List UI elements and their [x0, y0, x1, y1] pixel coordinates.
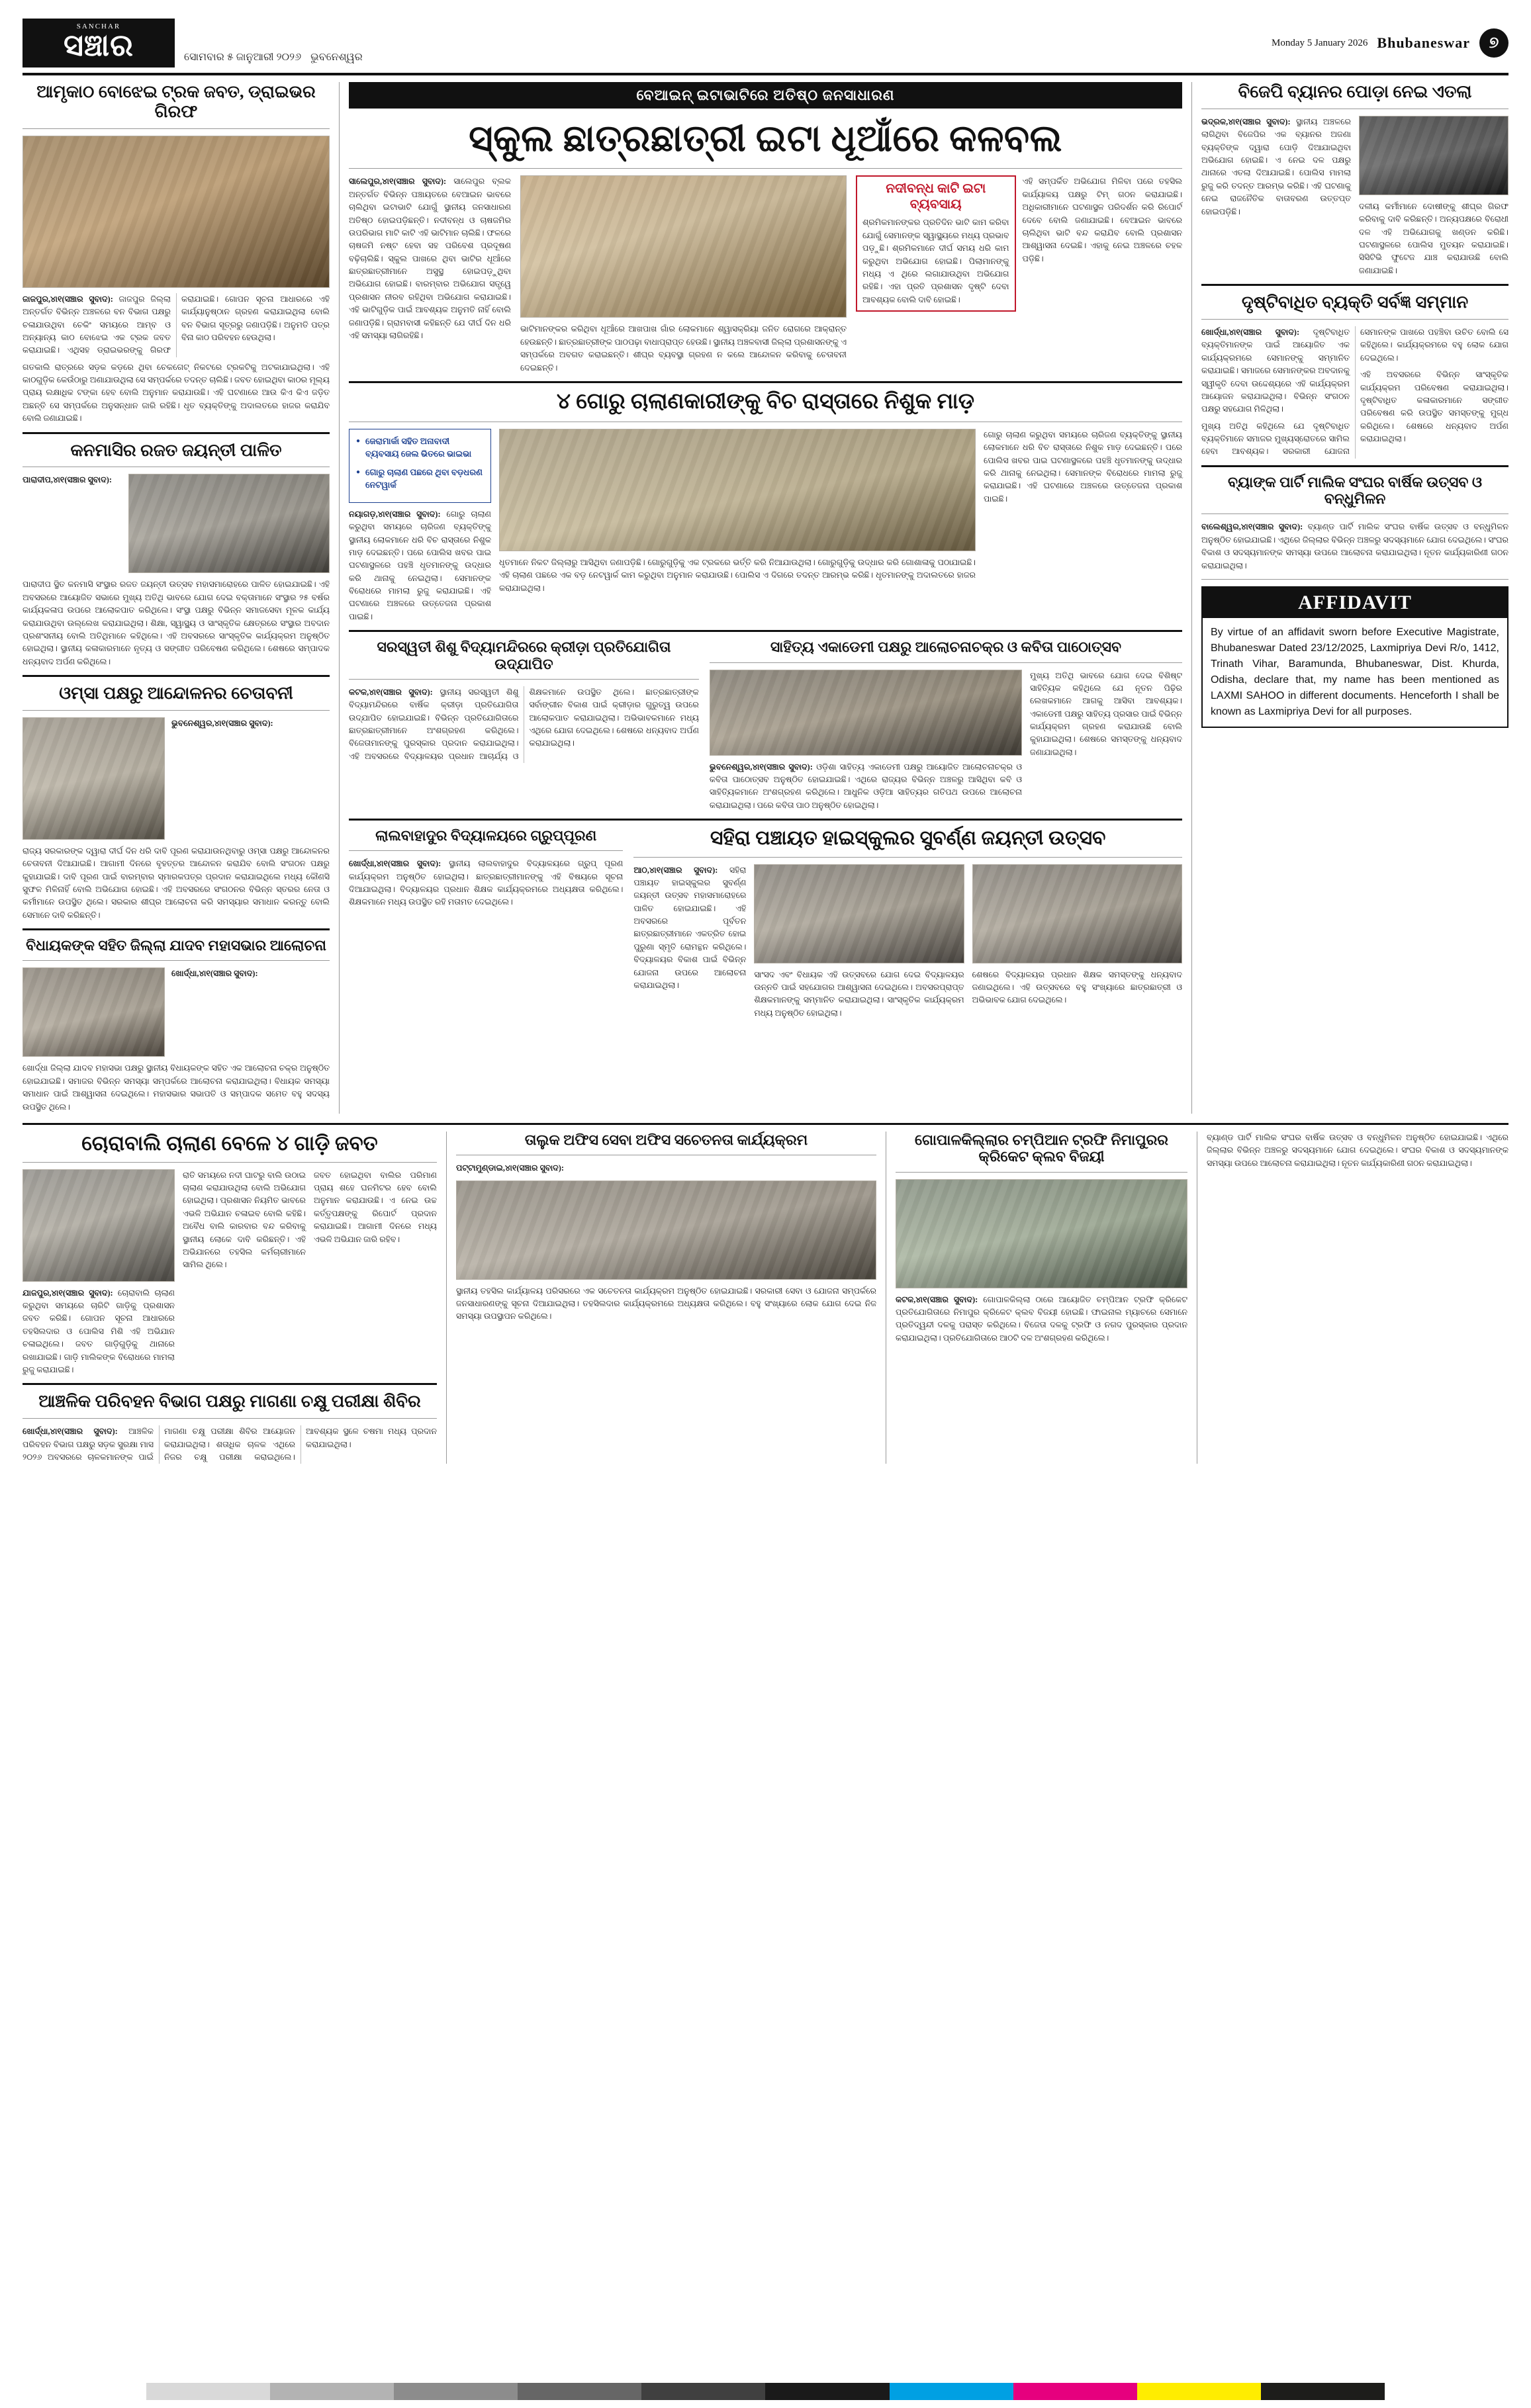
article-dateline: ଜାଜପୁର,୪ା୧(ସଞ୍ଚାର ସୁବାଦ):	[23, 294, 113, 304]
strip-swatch	[765, 2383, 889, 2400]
article-photo-trucks	[23, 1169, 175, 1282]
article-lead-paragraph	[23, 293, 330, 357]
article-body-text: ସ୍ଥାନୀୟ ଅଞ୍ଚଳରେ ଲାଗିଥିବା ବିଜେପିର ଏକ ବ୍ୟାନର ଅଜଣା ବ୍ୟକ୍ତିଙ୍କ ଦ୍ୱାରା ପୋଡ଼ି ଦିଆଯାଇଥିବା ଅଭିଯୋଗ ହୋଇଛି। ଏ ନେଇ ଦଳ ପକ୍ଷରୁ ଥାନାରେ ଏତଲା ଦିଆଯାଇଛି। ପୋଲିସ ମାମଲା ରୁଜୁ କରି ତଦନ୍ତ ଆରମ୍ଭ କରିଛି। ଏହି ଘଟଣାକୁ ନେଇ ରାଜନୈତିକ ବାତାବରଣ ଉତ୍ତପ୍ତ ହୋଇପଡ଼ିଛି।	[1201, 116, 1351, 216]
article-dateline: ବାଲେଶ୍ୱର,୪ା୧(ସଞ୍ଚାର ସୁବାଦ):	[1201, 522, 1303, 532]
lead-photo-brick-kiln	[520, 175, 847, 318]
article-body-text: ଗୋପାଳକିଲ୍ଲା ଠାରେ ଆୟୋଜିତ ଚମ୍ପିଆନ ଟ୍ରଫି କ୍ରିକେଟ ପ୍ରତିଯୋଗିତାରେ ନିମାପୁର କ୍ରିକେଟ କ୍ଲବ ବିଜୟୀ ହୋଇଛି। ଫାଇନାଲ ମ୍ୟାଚରେ ସେମାନେ ପ୍ରତିଦ୍ୱନ୍ଦୀ ଦଳକୁ ପରାସ୍ତ କରିଥିଲେ। ବିଜେତା ଦଳକୁ ଟ୍ରଫି ଓ ନଗଦ ପୁରସ୍କାର ପ୍ରଦାନ କରାଯାଇଥିଲା। ପ୍ରତିଯୋଗିତାରେ ଆଠଟି ଦଳ ଅଂଶଗ୍ରହଣ କରିଥିଲେ।	[896, 1294, 1188, 1343]
bullet-item: ● ଜେରାମାର୍କା ସହିତ ଅନାବାଦୀ ବ୍ୟବସାୟ ଜେଲ ଭିତରେ ଭାଇଭା	[356, 435, 484, 461]
strip-swatch	[270, 2383, 394, 2400]
article-photo-logs	[23, 136, 330, 288]
article-photo-office	[456, 1181, 876, 1280]
affidavit-text: By virtue of an affidavit sworn before Executive Magistrate, Bhubaneswar Dated 23/12/2025, Laxmipriya Devi R/o, 1412, Trinath Vihar, Baramunda, Bhubaneswar, Dist. Khurda, Odisha, declare that, my name has been mentioned as LAXMI SAHOO in different documents. Henceforth I shall be known as Laxmipriya Devi for all purposes.	[1211, 626, 1499, 717]
masthead-city-english: Bhubaneswar	[1377, 34, 1470, 51]
article-omsa-agitation	[23, 684, 330, 922]
lead-body-1: ସାଲେପୁର ବ୍ଲକ ଅନ୍ତର୍ଗତ ବିଭିନ୍ନ ପଞ୍ଚାୟତରେ ବେଆଇନ ଭାବରେ ଚାଲିଥିବା ଇଟାଭାଟି ଯୋଗୁଁ ସ୍ଥାନୀୟ ଜନସାଧାରଣ ଅତିଷ୍ଠ ହୋଇପଡ଼ିଛନ୍ତି। ନଦୀବନ୍ଧ ଓ ଚାଷଜମିର ଉପରିଭାଗ ମାଟି କାଟି ଏହି ଭାଟିମାନ ଚାଲିଛି। ଫଳରେ ଚାଷଜମି ନଷ୍ଟ ହେବା ସହ ପରିବେଶ ପ୍ରଦୂଷଣ ବଢ଼ିଚାଲିଛି। ସ୍କୁଲ ପାଖରେ ଥିବା ଭାଟିର ଧୂଆଁରେ ଛାତ୍ରଛାତ୍ରୀମାନେ ଅସୁସ୍ଥ ହୋଇପଡ଼ୁଥିବା ଅଭିଯୋଗ ହୋଇଛି। ବାରମ୍ବାର ଅଭିଯୋଗ ସତ୍ତ୍ୱେ ପ୍ରଶାସନ ନୀରବ ରହିଥିବା ଅଭିଯୋଗ କରାଯାଇଛି। ଏହି ଭାଟିଗୁଡ଼ିକ ପାଇଁ ଆବଶ୍ୟକ ଅନୁମତି ନାହିଁ ବୋଲି ଜଣାପଡ଼ିଛି। ଗ୍ରାମବାସୀ କହିଛନ୍ତି ଯେ ଦୀର୍ଘ ଦିନ ଧରି ଏହି ସମସ୍ୟା ଲାଗିରହିଛି।	[349, 177, 511, 340]
lead-sidebar-box	[856, 175, 1016, 312]
article-dateline: ପାରାଦୀପ,୪ା୧(ସଞ୍ଚାର ସୁବାଦ):	[23, 475, 113, 485]
article-bjp-banner	[1201, 82, 1508, 277]
strip-swatch	[1137, 2383, 1261, 2400]
article-body-text: ସ୍ଥାନୀୟ ସରସ୍ୱତୀ ଶିଶୁ ବିଦ୍ୟାମନ୍ଦିରରେ ବାର୍ଷିକ କ୍ରୀଡ଼ା ପ୍ରତିଯୋଗିତା ଉଦ୍ଯାପିତ ହୋଇଯାଇଛି। ବିଭିନ୍ନ ପ୍ରତିଯୋଗିତାରେ ଛାତ୍ରଛାତ୍ରୀମାନେ ଅଂଶଗ୍ରହଣ କରିଥିଲେ। ବିଜେତାମାନଙ୍କୁ ପୁରସ୍କାର ପ୍ରଦାନ କରାଯାଇଥିଲା। ଏହି ଅବସରରେ ବିଦ୍ୟାଳୟର ପ୍ରଧାନ ଆଚାର୍ଯ୍ୟ ଓ ଶିକ୍ଷକମାନେ ଉପସ୍ଥିତ ଥିଲେ। ଛାତ୍ରଛାତ୍ରୀଙ୍କ ସର୍ବାଙ୍ଗୀନ ବିକାଶ ପାଇଁ କ୍ରୀଡ଼ାର ଗୁରୁତ୍ୱ ଉପରେ ଆଲୋକପାତ କରାଯାଇଥିଲା। ଅଭିଭାବକମାନେ ମଧ୍ୟ ଏଥିରେ ଯୋଗ ଦେଇଥିଲେ। ଶେଷରେ ଧନ୍ୟବାଦ ଅର୍ପଣ କରାଯାଇଥିଲା।	[349, 687, 699, 761]
article-truck-seized	[23, 82, 330, 425]
article-body-text: ରାଜ୍ୟ ସରକାରଙ୍କ ଦ୍ୱାରା ଦୀର୍ଘ ଦିନ ଧରି ଦାବି ପୂରଣ କରାଯାଉନଥିବାରୁ ଓମ୍ସା ପକ୍ଷରୁ ଆନ୍ଦୋଳନର ଚେତାବନୀ ଦିଆଯାଇଛି। ଆଗାମୀ ଦିନରେ ବୃହତ୍ତର ଆନ୍ଦୋଳନ କରାଯିବ ବୋଲି ସଂଗଠନ ପକ୍ଷରୁ କୁହାଯାଇଛି। ଦାବି ପୂରଣ ପାଇଁ ବାରମ୍ବାର ସ୍ମାରକପତ୍ର ପ୍ରଦାନ କରାଯାଇଥିଲେ ମଧ୍ୟ କୌଣସି ସୁଫଳ ମିଳିନାହିଁ ବୋଲି ଅଭିଯୋଗ ହୋଇଛି। ଏହି ଅବସରରେ ସଂଗଠନର ବିଭିନ୍ନ ସ୍ତରର ନେତା ଓ କର୍ମୀମାନେ ଉପସ୍ଥିତ ଥିଲେ। ସରକାର ଶୀଘ୍ର ଆଲୋଚନା କରି ସମସ୍ୟାର ସମାଧାନ କରନ୍ତୁ ବୋଲି ସେମାନେ ଦାବି କରିଛନ୍ତି।	[23, 846, 330, 920]
article-lead-paragraph	[23, 474, 122, 486]
article-dateline: କଟକ,୪ା୧(ସଞ୍ଚାର ସୁବାଦ):	[349, 687, 433, 697]
masthead	[23, 19, 1508, 75]
article-body-text: ବ୍ୟାଣ୍ଡ ପାର୍ଟି ମାଲିକ ସଂଘର ବାର୍ଷିକ ଉତ୍ସବ ଓ ବନ୍ଧୁମିଳନ ଅନୁଷ୍ଠିତ ହୋଇଯାଇଛି। ଏଥିରେ ଜିଲ୍ଲାର ବିଭିନ୍ନ ଅଞ୍ଚଳରୁ ସଦସ୍ୟମାନେ ଯୋଗ ଦେଇଥିଲେ। ସଂଘର ବିକାଶ ଓ ସଦସ୍ୟମାନଙ୍କ ସମସ୍ୟା ଉପରେ ଆଲୋଚନା କରାଯାଇଥିଲା। ନୂତନ କାର୍ଯ୍ୟକାରିଣୀ ଗଠନ କରାଯାଇଥିଲା।	[1201, 522, 1508, 570]
article-body-text-2: ରାତି ସମୟରେ ନଦୀ ଘାଟରୁ ବାଲି ଉଠାଇ ଚାଲାଣ କରାଯାଉଥିଲା ବୋଲି ଅଭିଯୋଗ ହୋଇଥିଲା। ପ୍ରଶାସନ ନିୟମିତ ଭାବରେ ଏଭଳି ଅଭିଯାନ ଚଳାଇବ ବୋଲି କହିଛି। ଅବୈଧ ବାଲି କାରବାର ବନ୍ଦ କରିବାକୁ ସ୍ଥାନୀୟ ଲୋକେ ଦାବି କରିଛନ୍ତି। ଏହି ଅଭିଯାନରେ ତହସିଲ କର୍ମଚାରୀମାନେ ସାମିଲ ଥିଲେ।	[183, 1170, 306, 1270]
article-body-text: ପାରାଦୀପ ସ୍ଥିତ କନମାସି ସଂସ୍ଥାର ରଜତ ଜୟନ୍ତୀ ଉତ୍ସବ ମହାସମାରୋହରେ ପାଳିତ ହୋଇଯାଇଛି। ଏହି ଅବସରରେ ଆୟୋଜିତ ସଭାରେ ମୁଖ୍ୟ ଅତିଥି ଭାବରେ ଯୋଗ ଦେଇ ବକ୍ତାମାନେ ସଂସ୍ଥାର ୨୫ ବର୍ଷର କାର୍ଯ୍ୟକଳାପ ଉପରେ ଆଲୋକପାତ କରିଥିଲେ। ସଂସ୍ଥା ପକ୍ଷରୁ ବିଭିନ୍ନ ସମାଜସେବା ମୂଳକ କାର୍ଯ୍ୟ କରାଯାଉଥିବା ଉଲ୍ଲେଖ କରାଯାଇଥିଲା। ଶିକ୍ଷା, ସ୍ୱାସ୍ଥ୍ୟ ଓ ସାଂସ୍କୃତିକ କ୍ଷେତ୍ରରେ ସଂସ୍ଥାର ଅବଦାନ ପ୍ରଶଂସନୀୟ ବୋଲି ଅତିଥିମାନେ କହିଥିଲେ। ଏହି ଅବସରରେ ସାଂସ୍କୃତିକ କାର୍ଯ୍ୟକ୍ରମ ଅନୁଷ୍ଠିତ ହୋଇଥିଲା। ସ୍ଥାନୀୟ କଳାକାରମାନେ ନୃତ୍ୟ ଓ ସଙ୍ଗୀତ ପରିବେଷଣ କରିଥିଲେ। ଶେଷରେ ସମ୍ପାଦକ ଧନ୍ୟବାଦ ଅର୍ପଣ କରିଥିଲେ।	[23, 580, 330, 666]
article-dateline: କଟକ,୪ା୧(ସଞ୍ଚାର ସୁବାଦ):	[896, 1294, 978, 1304]
lead-sidebar-body: ଶ୍ରମିକମାନଙ୍କର ପ୍ରତିଦିନ ଭାଟି କାମ କରିବା ଯୋଗୁଁ ସେମାନଙ୍କ ସ୍ୱାସ୍ଥ୍ୟରେ ମଧ୍ୟ ପ୍ରଭାବ ପଡ଼ୁଛି। ଶ୍ରମିକମାନେ ଦୀର୍ଘ ସମୟ ଧରି କାମ କରୁଥିବା ଅଭିଯୋଗ ହୋଇଛି। ପିଲାମାନଙ୍କୁ ମଧ୍ୟ ଏ ଥିରେ ଲଗାଯାଉଥିବା ଅଭିଯୋଗ ରହିଛି। ଏହା ପ୍ରତି ପ୍ରଶାସନ ଦୃଷ୍ଟି ଦେବା ଆବଶ୍ୟକ ବୋଲି ଦାବି ହୋଇଛି।	[862, 218, 1009, 304]
strip-swatch	[1261, 2383, 1385, 2400]
article-body-text: ଚୋରାବାଲି ଚାଲାଣ କରୁଥିବା ସମୟରେ ଚାରିଟି ଗାଡ଼ିକୁ ପ୍ରଶାସନ ଜବତ କରିଛି। ଗୋପନ ସୂଚନା ଆଧାରରେ ତହସିଲଦାର ଓ ପୋଲିସ ମିଶି ଏହି ଅଭିଯାନ ଚଳାଇଥିଲେ। ଜବତ ଗାଡ଼ିଗୁଡ଼ିକୁ ଥାନାରେ ରଖାଯାଇଛି। ଗାଡ଼ି ମାଲିକଙ୍କ ବିରୋଧରେ ମାମଲା ରୁଜୁ କରାଯାଇଛି।	[23, 1288, 175, 1374]
article-lead-paragraph	[171, 717, 330, 730]
masthead-date-odia: ସୋମବାର ୫ ଜାନୁଆରୀ ୨୦୨୬	[184, 52, 302, 63]
lead-kicker: ବେଆଇନ୍ ଇଟାଭାଟିରେ ଅତିଷ୍ଠ ଜନସାଧାରଣ	[349, 82, 1182, 109]
article-headline: ଚୋରାବାଲି ଚାଲାଣ ବେଳେ ୪ ଗାଡ଼ି ଜବତ	[81, 1131, 378, 1155]
article-headline: ସରସ୍ୱତୀ ଶିଶୁ ବିଦ୍ୟାମନ୍ଦିରରେ କ୍ରୀଡ଼ା ପ୍ରତିଯୋଗିତା ଉଦ୍ଯାପିତ	[377, 639, 671, 672]
article-kanamasi-jubilee	[23, 441, 330, 669]
lead-sidebar-headline: ନଦୀବନ୍ଧ କାଟି ଇଟା ବ୍ୟବସାୟ	[886, 181, 986, 212]
article-photo-col	[499, 429, 976, 623]
article-body-text-2: ଧୃତମାନେ ନିକଟ ଜିଲ୍ଲାରୁ ଆସିଥିବା ଜଣାପଡ଼ିଛି। ଗୋରୁଗୁଡ଼ିକୁ ଏକ ଟ୍ରକରେ ଭର୍ତ୍ତି କରି ନିଆଯାଉଥିଲା। ଗୋରୁଗୁଡ଼ିକୁ ଉଦ୍ଧାର କରି ଗୋଶାଳାକୁ ପଠାଯାଇଛି। ଏହି ଚାଲାଣ ପଛରେ ଏକ ବଡ଼ ନେଟୱାର୍କ କାମ କରୁଥିବା ଅନୁମାନ କରାଯାଉଛି। ପୋଲିସ ଏ ଦିଗରେ ତଦନ୍ତ ଆରମ୍ଭ କରିଛି। ଧୃତମାନଙ୍କୁ ଅଦାଲତରେ ହାଜର କରାଯାଇଥିଲା।	[499, 557, 976, 593]
article-body-text-2: ମୁଖ୍ୟ ଅତିଥି କହିଥିଲେ ଯେ ଦୃଷ୍ଟିବାଧିତ ବ୍ୟକ୍ତିମାନେ ସମାଜର ମୁଖ୍ୟସ୍ରୋତରେ ସାମିଲ ହେବା ଆବଶ୍ୟକ। ସରକାରୀ ଯୋଜନା ସେମାନଙ୍କ ପାଖରେ ପହଞ୍ଚିବା ଉଚିତ ବୋଲି ସେ କହିଥିଲେ। କାର୍ଯ୍ୟକ୍ରମରେ ବହୁ ଲୋକ ଯୋଗ ଦେଇଥିଲେ।	[1201, 328, 1508, 457]
article-headline: ଓମ୍ସା ପକ୍ଷରୁ ଆନ୍ଦୋଳନର ଚେତାବନୀ	[59, 684, 293, 703]
article-dateline: ଭଦ୍ରକ,୪ା୧(ସଞ୍ଚାର ସୁବାଦ):	[1201, 116, 1291, 126]
article-body-text: ଖୋର୍ଦ୍ଧା ଜିଲ୍ଲା ଯାଦବ ମହାସଭା ପକ୍ଷରୁ ସ୍ଥାନୀୟ ବିଧାୟକଙ୍କ ସହିତ ଏକ ଆଲୋଚନା ଚକ୍ର ଅନୁଷ୍ଠିତ ହୋଇଯାଇଛି। ସମାଜର ବିଭିନ୍ନ ସମସ୍ୟା ସମ୍ପର୍କରେ ଆଲୋଚନା କରାଯାଇଥିଲା। ବିଧାୟକ ସମସ୍ୟା ସମାଧାନ ପାଇଁ ଆଶ୍ୱାସନା ଦେଇଥିଲେ। ମହାସଭାର ସଭାପତି ଓ ସମ୍ପାଦକ ସମେତ ବହୁ ସଦସ୍ୟ ଉପସ୍ଥିତ ଥିଲେ।	[23, 1063, 330, 1112]
article-body-text-3: ଗୋରୁ ଚାଲାଣ କରୁଥିବା ସମୟରେ ଚାରିଜଣ ବ୍ୟକ୍ତିଙ୍କୁ ସ୍ଥାନୀୟ ଲୋକମାନେ ଧରି ବିଚ ରାସ୍ତାରେ ନିଶୁକ ମାଡ଼ ଦେଇଛନ୍ତି। ପରେ ପୋଲିସ ଖବର ପାଇ ଘଟଣାସ୍ଥଳରେ ପହଞ୍ଚି ଧୃତମାନଙ୍କୁ ଉଦ୍ଧାର କରି ଥାନାକୁ ନେଇଥିଲା। ସେମାନଙ୍କ ବିରୋଧରେ ମାମଲା ରୁଜୁ କରାଯାଇଛି। ଏହି ଘଟଣାରେ ଅଞ୍ଚଳରେ ଉତ୍ତେଜନା ପ୍ରକାଶ ପାଇଛି।	[984, 429, 1182, 504]
bullet-item: ● ଗୋରୁ ଚାଲାଣ ପଛରେ ଥିବା ବଡ଼ଧରଣ ନେଟୱାର୍କ	[356, 466, 484, 492]
article-band-party-association	[1201, 474, 1508, 572]
article-body-columns	[23, 293, 330, 357]
article-photo-group	[128, 474, 330, 573]
article-lead-paragraph	[171, 967, 330, 980]
article-dateline: ଭୁବନେଶ୍ୱର,୪ା୧(ସଞ୍ଚାର ସୁବାଦ):	[709, 762, 813, 772]
article-lalbahadur-school	[349, 827, 623, 1020]
article-headline: କନମାସିର ରଜତ ଜୟନ୍ତୀ ପାଳିତ	[70, 440, 282, 460]
two-story-row	[349, 639, 1182, 812]
strip-swatch	[394, 2383, 518, 2400]
page-number-badge: ୭	[1479, 28, 1508, 58]
main-content-grid	[23, 82, 1508, 1114]
left-column	[23, 82, 339, 1114]
article-headline: ତାଲୁକ ଅଫିସ ସେବା ଅଫିସ ସଚେତନତା କାର୍ଯ୍ୟକ୍ରମ	[524, 1131, 808, 1148]
article-headline: ବିଧାୟକଙ୍କ ସହିତ ଜିଲ୍ଲା ଯାଦବ ମହାସଭାର ଆଲୋଚନା	[26, 937, 326, 954]
article-dateline: ନୟାଗଡ଼,୪ା୧(ସଞ୍ଚାର ସୁବାଦ):	[349, 509, 441, 519]
article-headline: ଦୃଷ୍ଟିବାଧିତ ବ୍ୟକ୍ତି ସର୍ବଜ୍ଞ ସମ୍ମାନ	[1241, 292, 1469, 312]
article-photo-banner	[23, 717, 165, 840]
strip-swatch	[146, 2383, 270, 2400]
article-photo-burnt-banner	[1359, 116, 1508, 195]
article-dateline: ଆଠ,୪ା୧(ସଞ୍ଚାର ସୁବାଦ):	[633, 865, 718, 875]
strip-swatch	[890, 2383, 1013, 2400]
article-cattle-smugglers	[349, 390, 1182, 623]
article-body-text-2: ଗତକାଲି ରାତ୍ରରେ ସଡ଼କ କଡ଼ରେ ଥିବା ଚେକଗେଟ୍ ନିକଟରେ ଟ୍ରକଟିକୁ ଅଟକାଯାଇଥିଲା। ଏହି କାଠଗୁଡ଼ିକ କେଉଁଠାରୁ ଅଣାଯାଉଥିଲା ସେ ସମ୍ପର୍କରେ ତଦନ୍ତ ଚାଲିଛି। ଜବତ ହୋଇଥିବା କାଠର ମୂଲ୍ୟ ପ୍ରାୟ ଲକ୍ଷାଧିକ ଟଙ୍କା ହେବ ବୋଲି ଅନୁମାନ କରାଯାଉଛି। ଏହି ଘଟଣାରେ ଆଉ କିଏ କିଏ ଜଡ଼ିତ ଅଛନ୍ତି ସେ ସମ୍ପର୍କରେ ଅନୁସନ୍ଧାନ ଜାରି ରହିଛି। ଧୃତ ବ୍ୟକ୍ତିଙ୍କୁ ଅଦାଲତରେ ହାଜର କରାଯିବ ବୋଲି ଜଣାଯାଇଛି।	[23, 362, 330, 424]
article-headline: ଗୋପାଳକିଲ୍ଲାର ଚମ୍ପିଆନ ଟ୍ରଫି ନିମାପୁରର କ୍ରିକେଟ କ୍ଲବ ବିଜୟୀ	[915, 1131, 1168, 1165]
article-body-text-2: ମୁଖ୍ୟ ଅତିଥି ଭାବରେ ଯୋଗ ଦେଇ ବିଶିଷ୍ଟ ସାହିତ୍ୟିକ କହିଥିଲେ ଯେ ନୂତନ ପିଢ଼ିର ଲେଖକମାନେ ଆଗକୁ ଆସିବା ଆବଶ୍ୟକ। ଏକାଡେମୀ ପକ୍ଷରୁ ସାହିତ୍ୟ ପ୍ରସାର ପାଇଁ ବିଭିନ୍ନ କାର୍ଯ୍ୟକ୍ରମ ଗ୍ରହଣ କରାଯାଉଛି ବୋଲି କୁହାଯାଇଥିଲା। ଶେଷରେ ସମସ୍ତଙ୍କୁ ଧନ୍ୟବାଦ ଜଣାଯାଇଥିଲା।	[1030, 670, 1182, 757]
affidavit-notice	[1201, 586, 1508, 728]
article-headline: ବିଜେପି ବ୍ୟାନର ପୋଡ଼ା ନେଇ ଏତଲା	[1238, 82, 1472, 101]
article-photo-cricket-team	[896, 1179, 1187, 1288]
article-dateline: ଖୋର୍ଦ୍ଧା,୪ା୧(ସଞ୍ଚାର ସୁବାଦ):	[23, 1427, 118, 1437]
bottom-right-column	[1197, 1132, 1508, 1464]
article-headline: ସହିରା ପଞ୍ଚାୟତ ହାଇସ୍କୁଲର ସୁବର୍ଣ୍ଣ ଜୟନ୍ତୀ ଉତ୍ସବ	[710, 827, 1106, 849]
article-headline: ବ୍ୟାଙ୍କ ପାର୍ଟି ମାଲିକ ସଂଘର ବାର୍ଷିକ ଉତ୍ସବ ଓ ବନ୍ଧୁମିଳନ	[1228, 473, 1482, 508]
strip-swatch	[518, 2383, 641, 2400]
strip-swatch	[641, 2383, 765, 2400]
article-body-text-continued: ବ୍ୟାଣ୍ଡ ପାର୍ଟି ମାଲିକ ସଂଘର ବାର୍ଷିକ ଉତ୍ସବ ଓ ବନ୍ଧୁମିଳନ ଅନୁଷ୍ଠିତ ହୋଇଯାଇଛି। ଏଥିରେ ଜିଲ୍ଲାର ବିଭିନ୍ନ ଅଞ୍ଚଳରୁ ସଦସ୍ୟମାନେ ଯୋଗ ଦେଇଥିଲେ। ସଂଘର ବିକାଶ ଓ ସଦସ୍ୟମାନଙ୍କ ସମସ୍ୟା ଉପରେ ଆଲୋଚନା କରାଯାଇଥିଲା। ନୂତନ କାର୍ଯ୍ୟକାରିଣୀ ଗଠନ କରାଯାଇଥିଲା।	[1207, 1132, 1508, 1168]
article-photo-detained-men	[499, 429, 976, 551]
article-photo-meeting	[23, 967, 165, 1057]
article-dateline: ଖୋର୍ଦ୍ଧା,୪ା୧(ସଞ୍ଚାର ସୁବାଦ):	[349, 859, 441, 869]
article-mla-yadav-meeting	[23, 937, 330, 1114]
article-body-text: ଓଡ଼ିଶା ସାହିତ୍ୟ ଏକାଡେମୀ ପକ୍ଷରୁ ଆୟୋଜିତ ଆଲୋଚନାଚକ୍ର ଓ କବିତା ପାଠୋତ୍ସବ ଅନୁଷ୍ଠିତ ହୋଇଯାଇଛି। ଏଥିରେ ରାଜ୍ୟର ବିଭିନ୍ନ ଅଞ୍ଚଳରୁ ଆସିଥିବା କବି ଓ ସାହିତ୍ୟିକମାନେ ଅଂଶଗ୍ରହଣ କରିଥିଲେ। ଆଧୁନିକ ଓଡ଼ିଆ ସାହିତ୍ୟର ଗତିପଥ ଉପରେ ଆଲୋଚନା କରାଯାଇଥିଲା। ପରେ କବିତା ପାଠ ଅନୁଷ୍ଠିତ ହୋଇଥିଲା।	[709, 762, 1022, 810]
lead-dateline: ସାଲେପୁର,୪ା୧(ସଞ୍ଚାର ସୁବାଦ):	[349, 177, 447, 187]
article-body-text-3: ଶେଷରେ ବିଦ୍ୟାଳୟର ପ୍ରଧାନ ଶିକ୍ଷକ ସମସ୍ତଙ୍କୁ ଧନ୍ୟବାଦ ଜଣାଇଥିଲେ। ଏହି ଉତ୍ସବରେ ବହୁ ସଂଖ୍ୟାରେ ଛାତ୍ରଛାତ୍ରୀ ଓ ଅଭିଭାବକ ଯୋଗ ଦେଇଥିଲେ।	[972, 969, 1182, 1005]
bottom-left-column	[23, 1132, 446, 1464]
lead-body-2: ଭାଟିମାନଙ୍କର କରିଥିବା ଧୂଆଁରେ ଆଖପାଖ ଗାଁର ଲୋକମାନେ ଶ୍ୱାସକ୍ରିୟା ଜନିତ ରୋଗରେ ଆକ୍ରାନ୍ତ ହେଉଛନ୍ତି। ଛାତ୍ରଛାତ୍ରୀଙ୍କ ପାଠପଢ଼ା ବାଧାପ୍ରାପ୍ତ ହେଉଛି। ସ୍ଥାନୀୟ ଅଞ୍ଚଳବାସୀ ଜିଲ୍ଲା ପ୍ରଶାସନଙ୍କୁ ଏ ସମ୍ପର୍କରେ ଅବଗତ କରାଇଛନ୍ତି। ଶୀଘ୍ର ବ୍ୟବସ୍ଥା ଗ୍ରହଣ ନ କଲେ ଆନ୍ଦୋଳନ କରିବାକୁ ଚେତାବନୀ ଦେଇଛନ୍ତି।	[520, 324, 847, 373]
article-dateline: ପଟ୍ଟାମୁଣ୍ଡାଇ,୪ା୧(ସଞ୍ଚାର ସୁବାଦ):	[456, 1163, 565, 1173]
article-body-text-2: ଦଳୀୟ କର୍ମୀମାନେ ଦୋଷୀଙ୍କୁ ଶୀଘ୍ର ଗିରଫ କରିବାକୁ ଦାବି କରିଛନ୍ତି। ଅନ୍ୟପକ୍ଷରେ ବିରୋଧୀ ଦଳ ଏହି ଅଭିଯୋଗକୁ ଖଣ୍ଡନ କରିଛି। ଘଟଣାସ୍ଥଳରେ ପୋଲିସ ମୁତୟନ କରାଯାଇଛି। ସିସିଟିଭି ଫୁଟେଜ ଯାଞ୍ଚ କରାଯାଉଛି ବୋଲି ଜଣାଯାଇଛି।	[1359, 201, 1508, 275]
article-body-text: ଜାଜପୁର ଜିଲ୍ଲା ଅନ୍ତର୍ଗତ ବିଭିନ୍ନ ଅଞ୍ଚଳରେ ବନ ବିଭାଗ ପକ୍ଷରୁ ଚଳାଯାଉଥିବା ଚେକିଂ ସମୟରେ ଆମ୍ବ ଓ ଅନ୍ୟାନ୍ୟ କାଠ ବୋଝେଇ ଏକ ଟ୍ରକ ଜବତ କରାଯାଇଛି। ଏଥିସହ ଡ୍ରାଇଭରଙ୍କୁ ଗିରଫ କରାଯାଇଛି। ଗୋପନ ସୂଚନା ଆଧାରରେ ଏହି କାର୍ଯ୍ୟାନୁଷ୍ଠାନ ଗ୍ରହଣ କରାଯାଇଥିଲା ବୋଲି ବନ ବିଭାଗ ସୂତ୍ରରୁ ଜଣାପଡ଼ିଛି। ଅନୁମତି ପତ୍ର ବିନା କାଠ ପରିବହନ ହେଉଥିଲା।	[23, 294, 330, 355]
article-dateline: ଖୋର୍ଦ୍ଧା,୪ା୧(ସଞ୍ଚାର ସୁବାଦ):	[1201, 328, 1300, 337]
article-body-text: ଦୃଷ୍ଟିବାଧିତ ବ୍ୟକ୍ତିମାନଙ୍କ ପାଇଁ ଆୟୋଜିତ ଏକ କାର୍ଯ୍ୟକ୍ରମରେ ସେମାନଙ୍କୁ ସମ୍ମାନିତ କରାଯାଇଛି। ସମାଜରେ ସେମାନଙ୍କର ଅବଦାନକୁ ସ୍ୱୀକୃତି ଦେବା ଉଦ୍ଦେଶ୍ୟରେ ଏହି କାର୍ଯ୍ୟକ୍ରମ ଆୟୋଜନ କରାଯାଇଥିଲା। ବିଭିନ୍ନ ସଂଗଠନ ପକ୍ଷରୁ ସହଯୋଗ ମିଳିଥିଲା।	[1201, 328, 1350, 414]
lead-story	[349, 82, 1182, 375]
strip-swatch	[1013, 2383, 1137, 2400]
article-extra-col	[984, 429, 1182, 623]
article-dateline: ଯାଜପୁର,୪ା୧(ସଞ୍ଚାର ସୁବାଦ):	[23, 1288, 113, 1298]
center-column	[339, 82, 1192, 1114]
article-bullet-list	[349, 429, 491, 503]
article-body-text: ଆଞ୍ଚଳିକ ପରିବହନ ବିଭାଗ ପକ୍ଷରୁ ସଡ଼କ ସୁରକ୍ଷା ମାସ ୨୦୨୬ ଅବସରରେ ଚାଳକମାନଙ୍କ ପାଇଁ ମାଗଣା ଚକ୍ଷୁ ପରୀକ୍ଷା ଶିବିର ଆୟୋଜନ କରାଯାଇଥିଲା। ଶତାଧିକ ଚାଳକ ଏଥିରେ ନିଜର ଚକ୍ଷୁ ପରୀକ୍ଷା କରାଇଥିଲେ। ଆବଶ୍ୟକ ସ୍ଥଳେ ଚଷମା ମଧ୍ୟ ପ୍ରଦାନ କରାଯାଇଥିଲା।	[23, 1427, 437, 1462]
color-registration-strip	[23, 2383, 1508, 2400]
article-body-text: ସହିରା ପଞ୍ଚାୟତ ହାଇସ୍କୁଲର ସୁବର୍ଣ୍ଣ ଜୟନ୍ତୀ ଉତ୍ସବ ମହାସମାରୋହରେ ପାଳିତ ହୋଇଯାଇଛି। ଏହି ଅବସରରେ ପୂର୍ବତନ ଛାତ୍ରଛାତ୍ରୀମାନେ ଏକତ୍ରିତ ହୋଇ ପୁରୁଣା ସ୍ମୃତି ରୋମନ୍ଥନ କରିଥିଲେ। ବିଦ୍ୟାଳୟର ବିକାଶ ପାଇଁ ବିଭିନ୍ନ ଯୋଜନା ଉପରେ ଆଲୋଚନା କରାଯାଇଥିଲା।	[633, 865, 747, 990]
lead-right-text	[1023, 175, 1183, 312]
newspaper-logo	[23, 19, 175, 67]
bottom-section	[23, 1132, 1508, 1464]
strip-swatch	[1385, 2383, 1508, 2400]
article-photo-ceremony-2	[972, 864, 1182, 963]
article-body-text: ସ୍ଥାନୀୟ ଲାଲବାହାଦୁର ବିଦ୍ୟାଳୟରେ ଗ୍ରୁପ୍ ପୂରଣ କାର୍ଯ୍ୟକ୍ରମ ଅନୁଷ୍ଠିତ ହୋଇଥିଲା। ଛାତ୍ରଛାତ୍ରୀମାନଙ୍କୁ ଏହି ବିଷୟରେ ସୂଚନା ଦିଆଯାଇଥିଲା। ବିଦ୍ୟାଳୟର ପ୍ରଧାନ ଶିକ୍ଷକ କାର୍ଯ୍ୟକ୍ରମରେ ଅଧ୍ୟକ୍ଷତା କରିଥିଲେ। ଶିକ୍ଷକମାନେ ମଧ୍ୟ ଉପସ୍ଥିତ ରହି ମତାମତ ଦେଇଥିଲେ।	[349, 859, 624, 907]
logo-subtitle: SANCHAR	[76, 22, 121, 30]
lead-body-3: ଏହି ସମ୍ପର୍କିତ ଅଭିଯୋଗ ମିଳିବା ପରେ ତହସିଲ କାର୍ଯ୍ୟାଳୟ ପକ୍ଷରୁ ଟିମ୍ ଗଠନ କରାଯାଇଛି। ଅଧିକାରୀମାନେ ଘଟଣାସ୍ଥଳ ପରିଦର୍ଶନ କରି ରିପୋର୍ଟ ଦେବେ ବୋଲି ଜଣାଯାଇଛି। ବେଆଇନ ଭାବରେ ଚାଲିଥିବା ଭାଟି ବନ୍ଦ କରାଯିବ ବୋଲି ପ୍ରଶାସନ ଆଶ୍ୱାସନା ଦେଇଛି। ଏହାକୁ ନେଇ ଅଞ୍ଚଳରେ ଚହଳ ପଡ଼ିଛି।	[1022, 177, 1182, 263]
lead-sidebar-col	[856, 175, 1182, 375]
article-headline: ସାହିତ୍ୟ ଏକାଡେମୀ ପକ୍ଷରୁ ଆଲୋଚନାଚକ୍ର ଓ କବିତା ପାଠୋତ୍ସବ	[770, 639, 1122, 656]
lead-photo-col	[520, 175, 847, 375]
masthead-right	[1272, 28, 1508, 58]
masthead-date-english: Monday 5 January 2026	[1272, 37, 1368, 48]
article-dateline: ଭୁବନେଶ୍ୱର,୪ା୧(ସଞ୍ଚାର ସୁବାଦ):	[171, 718, 273, 728]
article-headline: ୪ ଗୋରୁ ଚାଲାଣକାରୀଙ୍କୁ ବିଚ ରାସ୍ତାରେ ନିଶୁକ ମାଡ଼	[556, 389, 975, 414]
article-dateline: ଖୋର୍ଦ୍ଧା,୪ା୧(ସଞ୍ଚାର ସୁବାଦ):	[171, 969, 258, 979]
article-visually-impaired-honour	[1201, 292, 1508, 459]
article-headline: ଆମୃକାଠ ବୋଝେଇ ଟ୍ରକ ଜବତ, ଡ୍ରାଇଭର ଗିରଫ	[36, 82, 316, 121]
article-photo-stage	[710, 670, 1022, 756]
lead-text-col-1	[349, 175, 511, 375]
article-body-text: ଗୋରୁ ଚାଲାଣ କରୁଥିବା ସମୟରେ ଚାରିଜଣ ବ୍ୟକ୍ତିଙ୍କୁ ସ୍ଥାନୀୟ ଲୋକମାନେ ଧରି ବିଚ ରାସ୍ତାରେ ନିଶୁକ ମାଡ଼ ଦେଇଛନ୍ତି। ପରେ ପୋଲିସ ଖବର ପାଇ ଘଟଣାସ୍ଥଳରେ ପହଞ୍ଚି ଧୃତମାନଙ୍କୁ ଉଦ୍ଧାର କରି ଥାନାକୁ ନେଇଥିଲା। ସେମାନଙ୍କ ବିରୋଧରେ ମାମଲା ରୁଜୁ କରାଯାଇଛି। ଏହି ଘଟଣାରେ ଅଞ୍ଚଳରେ ଉତ୍ତେଜନା ପ୍ରକାଶ ପାଇଛି।	[349, 509, 491, 621]
article-sahitya-academy	[710, 639, 1182, 812]
article-body-text: ସ୍ଥାନୀୟ ତହସିଲ କାର୍ଯ୍ୟାଳୟ ପରିସରରେ ଏକ ସଚେତନତା କାର୍ଯ୍ୟକ୍ରମ ଅନୁଷ୍ଠିତ ହୋଇଯାଇଛି। ସରକାରୀ ସେବା ଓ ଯୋଜନା ସମ୍ପର୍କରେ ଜନସାଧାରଣଙ୍କୁ ସୂଚନା ଦିଆଯାଇଥିଲା। ତହସିଲଦାର କାର୍ଯ୍ୟକ୍ରମରେ ଅଧ୍ୟକ୍ଷତା କରିଥିଲେ। ବହୁ ସଂଖ୍ୟାରେ ଲୋକ ଯୋଗ ଦେଇ ନିଜ ସମସ୍ୟା ଉପସ୍ଥାପନ କରିଥିଲେ।	[456, 1286, 876, 1321]
article-school-sports	[349, 639, 699, 812]
right-column	[1192, 82, 1508, 1114]
article-sahira-golden-jubilee	[633, 827, 1182, 1020]
article-body-text-3: ଏହି ଅବସରରେ ବିଭିନ୍ନ ସାଂସ୍କୃତିକ କାର୍ଯ୍ୟକ୍ରମ ପରିବେଷଣ କରାଯାଇଥିଲା। ଦୃଷ୍ଟିବାଧିତ କଳାକାରମାନେ ସଙ୍ଗୀତ ପରିବେଷଣ କରି ଉପସ୍ଥିତ ସମସ୍ତଙ୍କୁ ମୁଗ୍ଧ କରିଥିଲେ। ଶେଷରେ ଧନ୍ୟବାଦ ଅର୍ପଣ କରାଯାଇଥିଲା।	[1360, 370, 1508, 444]
article-headline: ଆଞ୍ଚଳିକ ପରିବହନ ବିଭାଗ ପକ୍ଷରୁ ମାଗଣା ଚକ୍ଷୁ ପରୀକ୍ଷା ଶିବିର	[38, 1392, 421, 1411]
bottom-mid-column-1	[446, 1132, 886, 1464]
masthead-edition-odia: ଭୁବନେଶ୍ୱର	[310, 52, 363, 63]
article-body-text-2: ସାଂସଦ ଏବଂ ବିଧାୟକ ଏହି ଉତ୍ସବରେ ଯୋଗ ଦେଇ ବିଦ୍ୟାଳୟର ଉନ୍ନତି ପାଇଁ ସହଯୋଗର ଆଶ୍ୱାସନା ଦେଇଥିଲେ। ଅବସରପ୍ରାପ୍ତ ଶିକ୍ଷକମାନଙ୍କୁ ସମ୍ମାନିତ କରାଯାଇଥିଲା। ସାଂସ୍କୃତିକ କାର୍ଯ୍ୟକ୍ରମ ମଧ୍ୟ ଅନୁଷ୍ଠିତ ହୋଇଥିଲା।	[754, 969, 964, 1018]
affidavit-title: AFFIDAVIT	[1203, 588, 1507, 618]
article-headline: ଲାଲବାହାଦୁର ବିଦ୍ୟାଳୟରେ ଗ୍ରୁପ୍‌ପୂରଣ	[375, 827, 597, 844]
article-body-text-3: ଜବତ ହୋଇଥିବା ବାଲିର ପରିମାଣ ପ୍ରାୟ ଶହେ ଘନମିଟର ହେବ ବୋଲି ଅନୁମାନ କରାଯାଉଛି। ଏ ନେଇ ଉଚ୍ଚ କର୍ତ୍ତୃପକ୍ଷଙ୍କୁ ରିପୋର୍ଟ ପ୍ରଦାନ କରାଯାଇଛି। ଆଗାମୀ ଦିନରେ ମଧ୍ୟ ଏଭଳି ଅଭିଯାନ ଜାରି ରହିବ।	[314, 1170, 437, 1244]
article-photo-ceremony	[754, 864, 964, 963]
article-free-eye-camp	[23, 1392, 437, 1464]
article-bullets-col	[349, 429, 491, 623]
masthead-left	[23, 19, 363, 67]
lead-headline: ସ୍କୁଲ ଛାତ୍ରଛାତ୍ରୀ ଇଟା ଧୂଆଁରେ କଳବଲ	[469, 118, 1062, 159]
bottom-mid-column-2	[886, 1132, 1197, 1464]
logo-title: ସଞ୍ଚାର	[63, 28, 134, 62]
strip-swatch	[23, 2383, 146, 2400]
two-story-row-2	[349, 827, 1182, 1020]
